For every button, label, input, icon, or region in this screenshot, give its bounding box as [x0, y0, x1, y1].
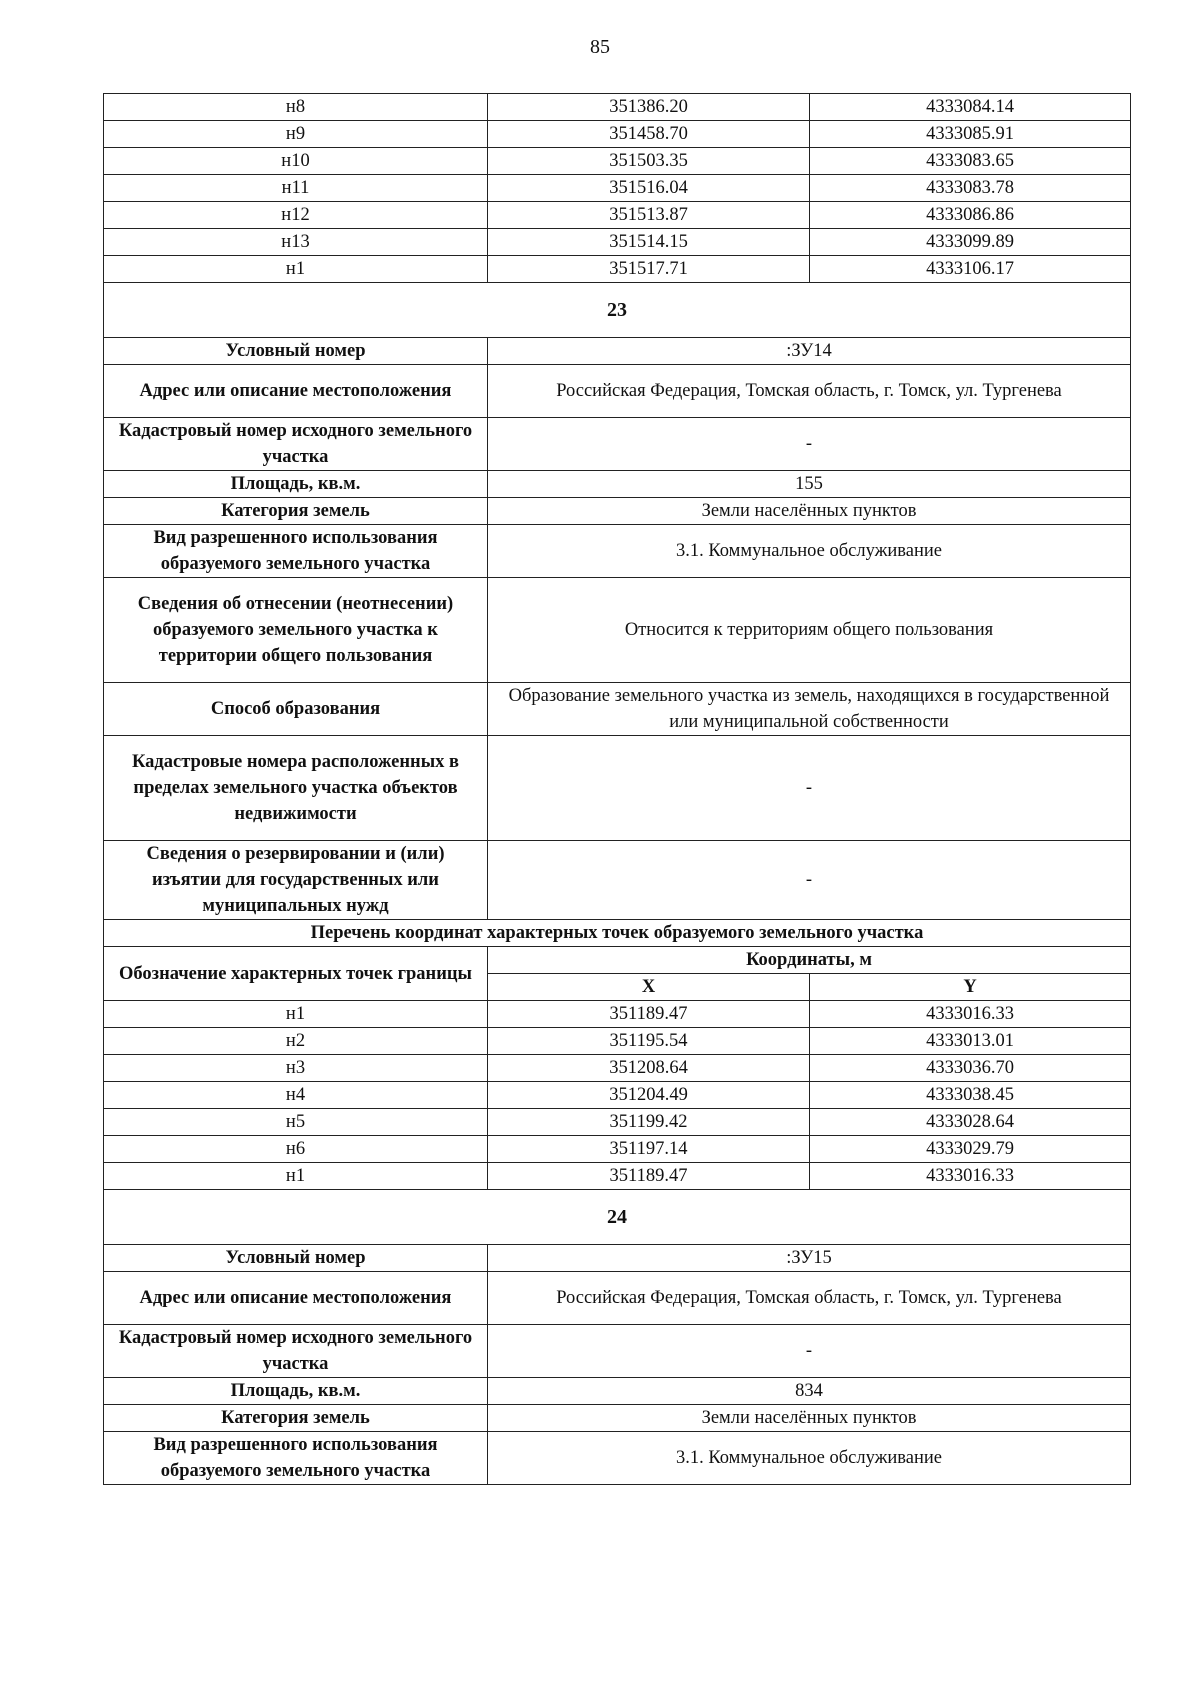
field-label: Адрес или описание местоположения	[104, 1272, 488, 1325]
coords-title-row	[104, 920, 1131, 947]
x-coordinate: 351208.64	[488, 1055, 810, 1082]
section-header	[104, 283, 1131, 338]
point-label: н6	[104, 1136, 488, 1163]
field-value: Российская Федерация, Томская область, г. Томск, ул. Тургенева	[488, 365, 1131, 418]
field-value: 834	[488, 1378, 1131, 1405]
coordinate-row	[104, 148, 1131, 175]
field-value: Относится к территориям общего пользования	[488, 578, 1131, 683]
field-row	[104, 471, 1131, 498]
point-label: н4	[104, 1082, 488, 1109]
field-row	[104, 1405, 1131, 1432]
coords-header: Координаты, м	[488, 947, 1131, 974]
field-row	[104, 365, 1131, 418]
coordinate-row	[104, 202, 1131, 229]
coordinate-row	[104, 1028, 1131, 1055]
land-plot-table	[103, 93, 1131, 1485]
field-value: 3.1. Коммунальное обслуживание	[488, 1432, 1131, 1485]
point-label: н8	[104, 94, 488, 121]
land-plot-table-body	[104, 94, 1131, 1485]
coordinate-row	[104, 1109, 1131, 1136]
y-coordinate: 4333083.65	[810, 148, 1131, 175]
x-coordinate: 351204.49	[488, 1082, 810, 1109]
section-header	[104, 1190, 1131, 1245]
field-value: :ЗУ14	[488, 338, 1131, 365]
y-header: Y	[810, 974, 1131, 1001]
field-value: -	[488, 1325, 1131, 1378]
field-label: Категория земель	[104, 498, 488, 525]
point-label: н9	[104, 121, 488, 148]
coords-point-header: Обозначение характерных точек границы	[104, 947, 488, 1001]
y-coordinate: 4333038.45	[810, 1082, 1131, 1109]
point-label: н1	[104, 1001, 488, 1028]
field-row	[104, 1245, 1131, 1272]
field-label: Способ образования	[104, 683, 488, 736]
field-value: Российская Федерация, Томская область, г. Томск, ул. Тургенева	[488, 1272, 1131, 1325]
field-row	[104, 736, 1131, 841]
y-coordinate: 4333084.14	[810, 94, 1131, 121]
point-label: н11	[104, 175, 488, 202]
field-row	[104, 1432, 1131, 1485]
point-label: н5	[104, 1109, 488, 1136]
coordinate-row	[104, 1001, 1131, 1028]
field-value: Земли населённых пунктов	[488, 498, 1131, 525]
point-label: н1	[104, 256, 488, 283]
field-row	[104, 1378, 1131, 1405]
y-coordinate: 4333085.91	[810, 121, 1131, 148]
x-coordinate: 351189.47	[488, 1163, 810, 1190]
x-coordinate: 351517.71	[488, 256, 810, 283]
y-coordinate: 4333099.89	[810, 229, 1131, 256]
x-coordinate: 351513.87	[488, 202, 810, 229]
field-row	[104, 338, 1131, 365]
y-coordinate: 4333106.17	[810, 256, 1131, 283]
field-value: 155	[488, 471, 1131, 498]
field-value: -	[488, 418, 1131, 471]
coordinate-row	[104, 229, 1131, 256]
field-label: Вид разрешенного использования образуемого земельного участка	[104, 525, 488, 578]
page-number: 85	[590, 36, 610, 58]
section-number: 24	[104, 1190, 1131, 1245]
point-label: н2	[104, 1028, 488, 1055]
y-coordinate: 4333036.70	[810, 1055, 1131, 1082]
y-coordinate: 4333029.79	[810, 1136, 1131, 1163]
field-label: Сведения об отнесении (неотнесении) образуемого земельного участка к территории общего пользования	[104, 578, 488, 683]
field-value: Образование земельного участка из земель, находящихся в государственной или муниципальной собственности	[488, 683, 1131, 736]
field-label: Адрес или описание местоположения	[104, 365, 488, 418]
point-label: н10	[104, 148, 488, 175]
field-value: 3.1. Коммунальное обслуживание	[488, 525, 1131, 578]
field-label: Кадастровые номера расположенных в пределах земельного участка объектов недвижимости	[104, 736, 488, 841]
field-row	[104, 578, 1131, 683]
field-label: Кадастровый номер исходного земельного участка	[104, 418, 488, 471]
point-label: н3	[104, 1055, 488, 1082]
y-coordinate: 4333083.78	[810, 175, 1131, 202]
field-label: Кадастровый номер исходного земельного участка	[104, 1325, 488, 1378]
field-row	[104, 841, 1131, 920]
y-coordinate: 4333086.86	[810, 202, 1131, 229]
field-row	[104, 525, 1131, 578]
field-label: Сведения о резервировании и (или) изъятии для государственных или муниципальных нужд	[104, 841, 488, 920]
x-header: X	[488, 974, 810, 1001]
x-coordinate: 351189.47	[488, 1001, 810, 1028]
field-value: -	[488, 736, 1131, 841]
point-label: н12	[104, 202, 488, 229]
coordinate-row	[104, 1082, 1131, 1109]
x-coordinate: 351199.42	[488, 1109, 810, 1136]
field-label: Условный номер	[104, 338, 488, 365]
point-label: н13	[104, 229, 488, 256]
coordinate-row	[104, 256, 1131, 283]
field-row	[104, 1325, 1131, 1378]
section-number: 23	[104, 283, 1131, 338]
field-value: Земли населённых пунктов	[488, 1405, 1131, 1432]
field-label: Площадь, кв.м.	[104, 471, 488, 498]
x-coordinate: 351386.20	[488, 94, 810, 121]
x-coordinate: 351197.14	[488, 1136, 810, 1163]
coordinate-row	[104, 1055, 1131, 1082]
x-coordinate: 351516.04	[488, 175, 810, 202]
y-coordinate: 4333016.33	[810, 1163, 1131, 1190]
x-coordinate: 351514.15	[488, 229, 810, 256]
field-value: :ЗУ15	[488, 1245, 1131, 1272]
field-label: Площадь, кв.м.	[104, 1378, 488, 1405]
coords-header-row	[104, 947, 1131, 974]
field-value: -	[488, 841, 1131, 920]
field-row	[104, 418, 1131, 471]
y-coordinate: 4333028.64	[810, 1109, 1131, 1136]
field-row	[104, 498, 1131, 525]
coords-title: Перечень координат характерных точек образуемого земельного участка	[104, 920, 1131, 947]
coordinate-row	[104, 1163, 1131, 1190]
x-coordinate: 351458.70	[488, 121, 810, 148]
field-row	[104, 683, 1131, 736]
x-coordinate: 351503.35	[488, 148, 810, 175]
field-label: Условный номер	[104, 1245, 488, 1272]
point-label: н1	[104, 1163, 488, 1190]
coordinate-row	[104, 94, 1131, 121]
y-coordinate: 4333013.01	[810, 1028, 1131, 1055]
field-label: Вид разрешенного использования образуемого земельного участка	[104, 1432, 488, 1485]
y-coordinate: 4333016.33	[810, 1001, 1131, 1028]
field-label: Категория земель	[104, 1405, 488, 1432]
x-coordinate: 351195.54	[488, 1028, 810, 1055]
coordinate-row	[104, 175, 1131, 202]
coordinate-row	[104, 121, 1131, 148]
field-row	[104, 1272, 1131, 1325]
coordinate-row	[104, 1136, 1131, 1163]
